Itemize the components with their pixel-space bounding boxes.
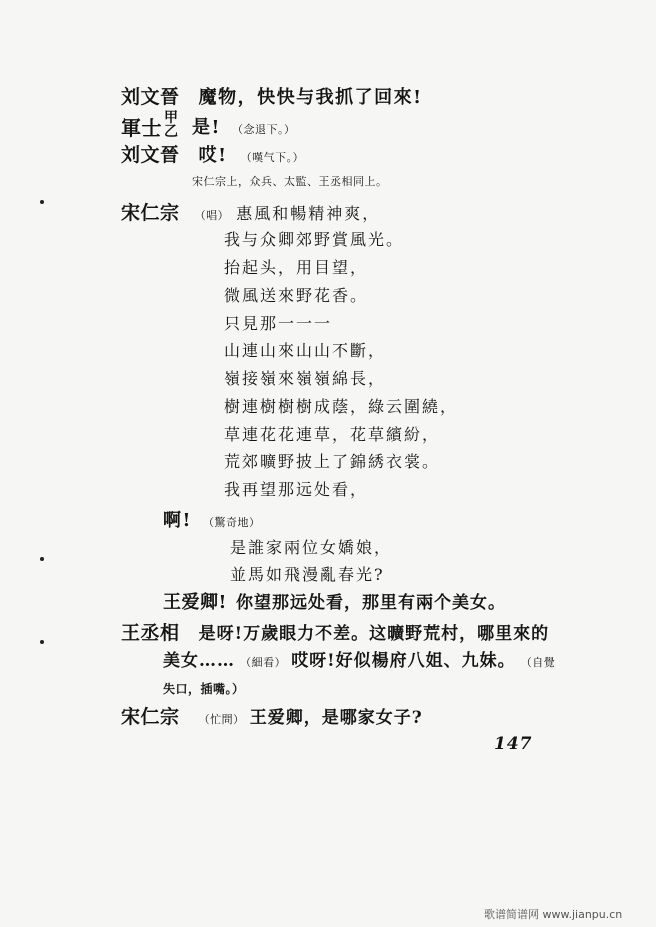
margin-mark (40, 640, 44, 644)
verse-line: 荒郊曠野披上了錦綉衣裳。 (224, 452, 441, 471)
dialogue-text: 哎呀!好似楊府八姐、九妹。 (291, 651, 516, 671)
dialogue-line (121, 708, 423, 727)
speaker-name: 王爱卿! (163, 592, 227, 613)
dialogue-text: 啊! (163, 510, 192, 531)
stage-note: （唱） (194, 209, 230, 222)
speaker-stack-bottom: 乙 (164, 124, 178, 140)
dialogue-line (163, 653, 555, 670)
speaker-name: 宋仁宗 (121, 706, 180, 728)
speaker-name: 刘文晉 (121, 144, 180, 166)
verse-line: 我与众卿郊野賞風光。 (224, 230, 405, 249)
speaker-stack (162, 111, 180, 139)
speaker-stack-top: 甲 (164, 110, 178, 126)
dialogue-line (163, 594, 506, 612)
verse-line: 是誰家兩位女嬌娘， (230, 538, 393, 557)
stage-note: （自覺 (520, 656, 556, 669)
dialogue-text: 是! (192, 117, 221, 138)
speaker-name: 宋仁宗 (121, 202, 180, 224)
verse-text: 惠風和暢精神爽， (236, 204, 381, 223)
page-number: 147 (494, 734, 533, 754)
watermark: 歌谱简谱网 www.jianpu.cn (484, 908, 623, 921)
dialogue-text: 美女…… (163, 651, 235, 671)
verse-line: 山連山來山山不斷， (224, 341, 387, 360)
verse-line: 微風送來野花香。 (224, 286, 369, 305)
verse-line: 草連花花連草，花草繽紛， (224, 425, 441, 444)
stage-note: （嘆气下。） (240, 151, 305, 164)
dialogue-text: 是呀!万歲眼力不差。这曠野荒村，哪里來的 (198, 624, 550, 644)
verse-line: 樹連樹樹樹成蔭，綠云圍繞， (224, 397, 459, 416)
dialogue-line (121, 146, 304, 165)
stage-direction: 宋仁宗上，众兵、太監、王丞相同上。 (192, 175, 388, 188)
margin-mark (40, 200, 44, 204)
verse-line: 抬起头，用目望， (224, 258, 369, 277)
stage-note: （驚奇地） (203, 516, 261, 529)
dialogue-line (121, 118, 162, 138)
dialogue-line (121, 204, 380, 223)
verse-line: 我再望那远处看， (224, 480, 369, 499)
verse-line: 嶺接嶺來嶺嶺綿長， (224, 369, 387, 388)
speaker-name: 刘文晉 (121, 86, 180, 108)
dialogue-text: 王爱卿，是哪家女子? (249, 708, 423, 728)
margin-mark (40, 557, 44, 561)
speaker-name: 軍士 (121, 116, 162, 140)
stage-note: （忙問） (198, 713, 245, 726)
verse-line: 並馬如飛漫亂春光? (230, 565, 385, 584)
dialogue-line (121, 624, 549, 643)
dialogue-text: 魔物，快快与我抓了回來! (198, 87, 423, 108)
speaker-name: 王丞相 (121, 622, 180, 644)
stage-note: 失口，插嘴。） (163, 682, 245, 696)
dialogue-line (121, 88, 423, 107)
verse-line: 只見那一一一 (224, 314, 333, 333)
dialogue-line (163, 512, 261, 530)
dialogue-text: 哎! (198, 145, 228, 166)
stage-note: （念退下。） (232, 123, 296, 136)
dialogue-line (192, 119, 296, 137)
stage-note: （細看） (240, 656, 287, 669)
dialogue-text: 你望那远处看，那里有兩个美女。 (236, 593, 506, 613)
